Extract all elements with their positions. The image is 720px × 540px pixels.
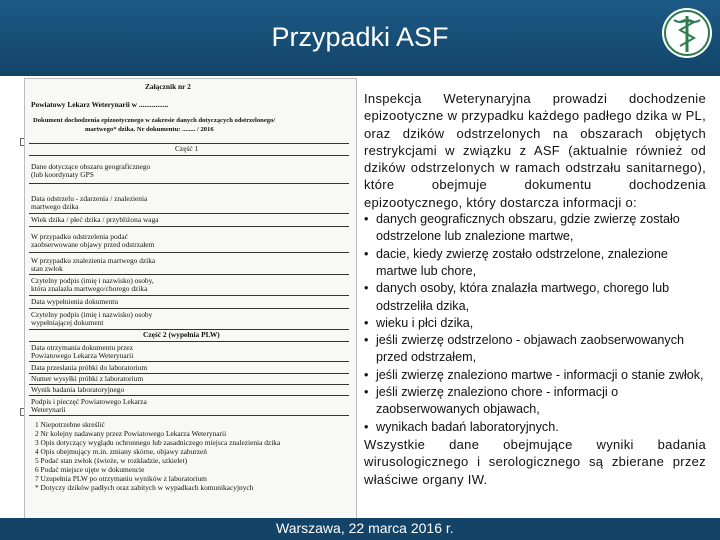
- doc-row: Czytelny podpis (imię i nazwisko) osoby: [31, 310, 153, 319]
- doc-note: 3 Opis dotyczący wyglądu ochronnego lub zasadniczego miejsca znalezienia dzika: [35, 438, 281, 447]
- slide-title: Przypadki ASF: [271, 22, 449, 52]
- doc-row: martwego dzika: [31, 202, 79, 211]
- doc-row: W przypadku znalezienia martwego dzika: [31, 256, 156, 265]
- doc-row: W przypadku odstrzelenia podać: [31, 232, 128, 241]
- doc-row: Dane dotyczące obszaru geograficznego: [31, 162, 151, 171]
- footer-date: Warszawa, 22 marca 2016 r.: [276, 520, 454, 536]
- doc-row: Wiek dzika / płeć dzika / przybliżona waga: [31, 215, 159, 224]
- list-item: • danych osoby, która znalazła martwego, chorego lub odstrzeliła dzika,: [364, 280, 706, 315]
- doc-row: (lub koordynaty GPS: [31, 170, 94, 179]
- list-item: • jeśli zwierzę odstrzelono - objawach zaobserwowanych przed odstrzałem,: [364, 332, 706, 367]
- doc-note: 2 Nr kolejny nadawany przez Powiatowego Lekarza Weterynarii: [35, 429, 227, 438]
- doc-row: Data odstrzelu - zdarzenia / znalezienia: [31, 194, 148, 203]
- slide-footer: [0, 518, 720, 540]
- list-item: • dacie, kiedy zwierzę zostało odstrzelone, znalezione martwe lub chore,: [364, 246, 706, 281]
- doc-row: Numer wysyłki próbki z laboratorium: [31, 374, 144, 383]
- doc-note: * Dotyczy dzików padłych oraz zabitych w wypadkach komunikacyjnych: [35, 483, 254, 492]
- doc-note: 7 Uzupełnia PLW po otrzymaniu wyników z laboratorium: [35, 474, 207, 483]
- doc-note: 4 Opis obejmujący m.in. zmiany skórne, objawy zaburzeń: [35, 447, 207, 456]
- list-item: • jeśli zwierzę znaleziono martwe - informacji o stanie zwłok,: [364, 367, 706, 384]
- info-list: [364, 211, 706, 436]
- doc-row: zaobserwowane objawy przed odstrzałem: [31, 240, 155, 249]
- intro-paragraph: Inspekcja Weterynaryjna prowadzi dochodzenie epizootyczne w przypadku każdego padłego dzika w PL, oraz dzików odstrzelonych na obszarach objętych restrykcjami w związku z ASF (aktualnie również od dzików odstrzelonych w ramach odstrzału sanitarnego), które obejmuje dokumentu dochodzenia epizootycznego, który dostarcza informacji o:: [364, 91, 706, 210]
- doc-line: Dokument dochodzenia epizootycznego w zakresie danych dotyczących odstrzelonego/: [33, 117, 276, 124]
- doc-part: Część 1: [175, 144, 199, 153]
- doc-part: Część 2 (wypełnia PLW): [143, 330, 220, 339]
- content-panel: [364, 90, 706, 488]
- closing-paragraph: Wszystkie dane obejmujące wyniki badania wirusologicznego i serologicznego są zbierane przez właściwe organy IW.: [364, 436, 706, 487]
- doc-row: Data przesłania próbki do laboratorium: [31, 363, 148, 372]
- doc-row: wypełniającej dokument: [31, 318, 104, 327]
- doc-line: martwego* dzika. Nr dokumentu: ........ / 2016: [85, 126, 214, 133]
- doc-row: Wynik badania laboratoryjnego: [31, 385, 125, 394]
- doc-row: Podpis i pieczęć Powiatowego Lekarza: [31, 397, 147, 406]
- list-item: • wynikach badań laboratoryjnych.: [364, 419, 706, 436]
- list-item: • danych geograficznych obszaru, gdzie zwierzę zostało odstrzelone lub znalezione martwe,: [364, 211, 706, 246]
- doc-row: Data wypełnienia dokumentu: [31, 297, 119, 306]
- doc-note: 1 Niepotrzebne skreślić: [35, 420, 105, 429]
- doc-note: 5 Podać stan zwłok (świeże, w rozkładzie, szkielet): [35, 456, 188, 465]
- doc-line: Powiatowy Lekarz Weterynarii w ................: [31, 100, 169, 109]
- doc-row: stan zwłok: [31, 264, 63, 273]
- document-scan: [24, 78, 357, 520]
- list-item: • jeśli zwierzę znaleziono chore - informacji o zaobserwowanych objawach,: [364, 384, 706, 419]
- doc-row: Data otrzymania dokumentu przez: [31, 343, 133, 352]
- doc-row: Weterynarii: [31, 405, 66, 414]
- doc-heading: Załącznik nr 2: [145, 82, 191, 91]
- caduceus-icon: [660, 6, 714, 60]
- doc-row: Czytelny podpis (imię i nazwisko) osoby,: [31, 276, 154, 285]
- doc-row: Powiatowego Lekarza Weterynarii: [31, 351, 134, 360]
- doc-row: która znalazła martwego/chorego dzika: [31, 284, 148, 293]
- doc-note: 6 Podać miejsce ujęte w dokumencie: [35, 465, 145, 474]
- list-item: • wieku i płci dzika,: [364, 315, 706, 332]
- slide-header: [0, 0, 720, 76]
